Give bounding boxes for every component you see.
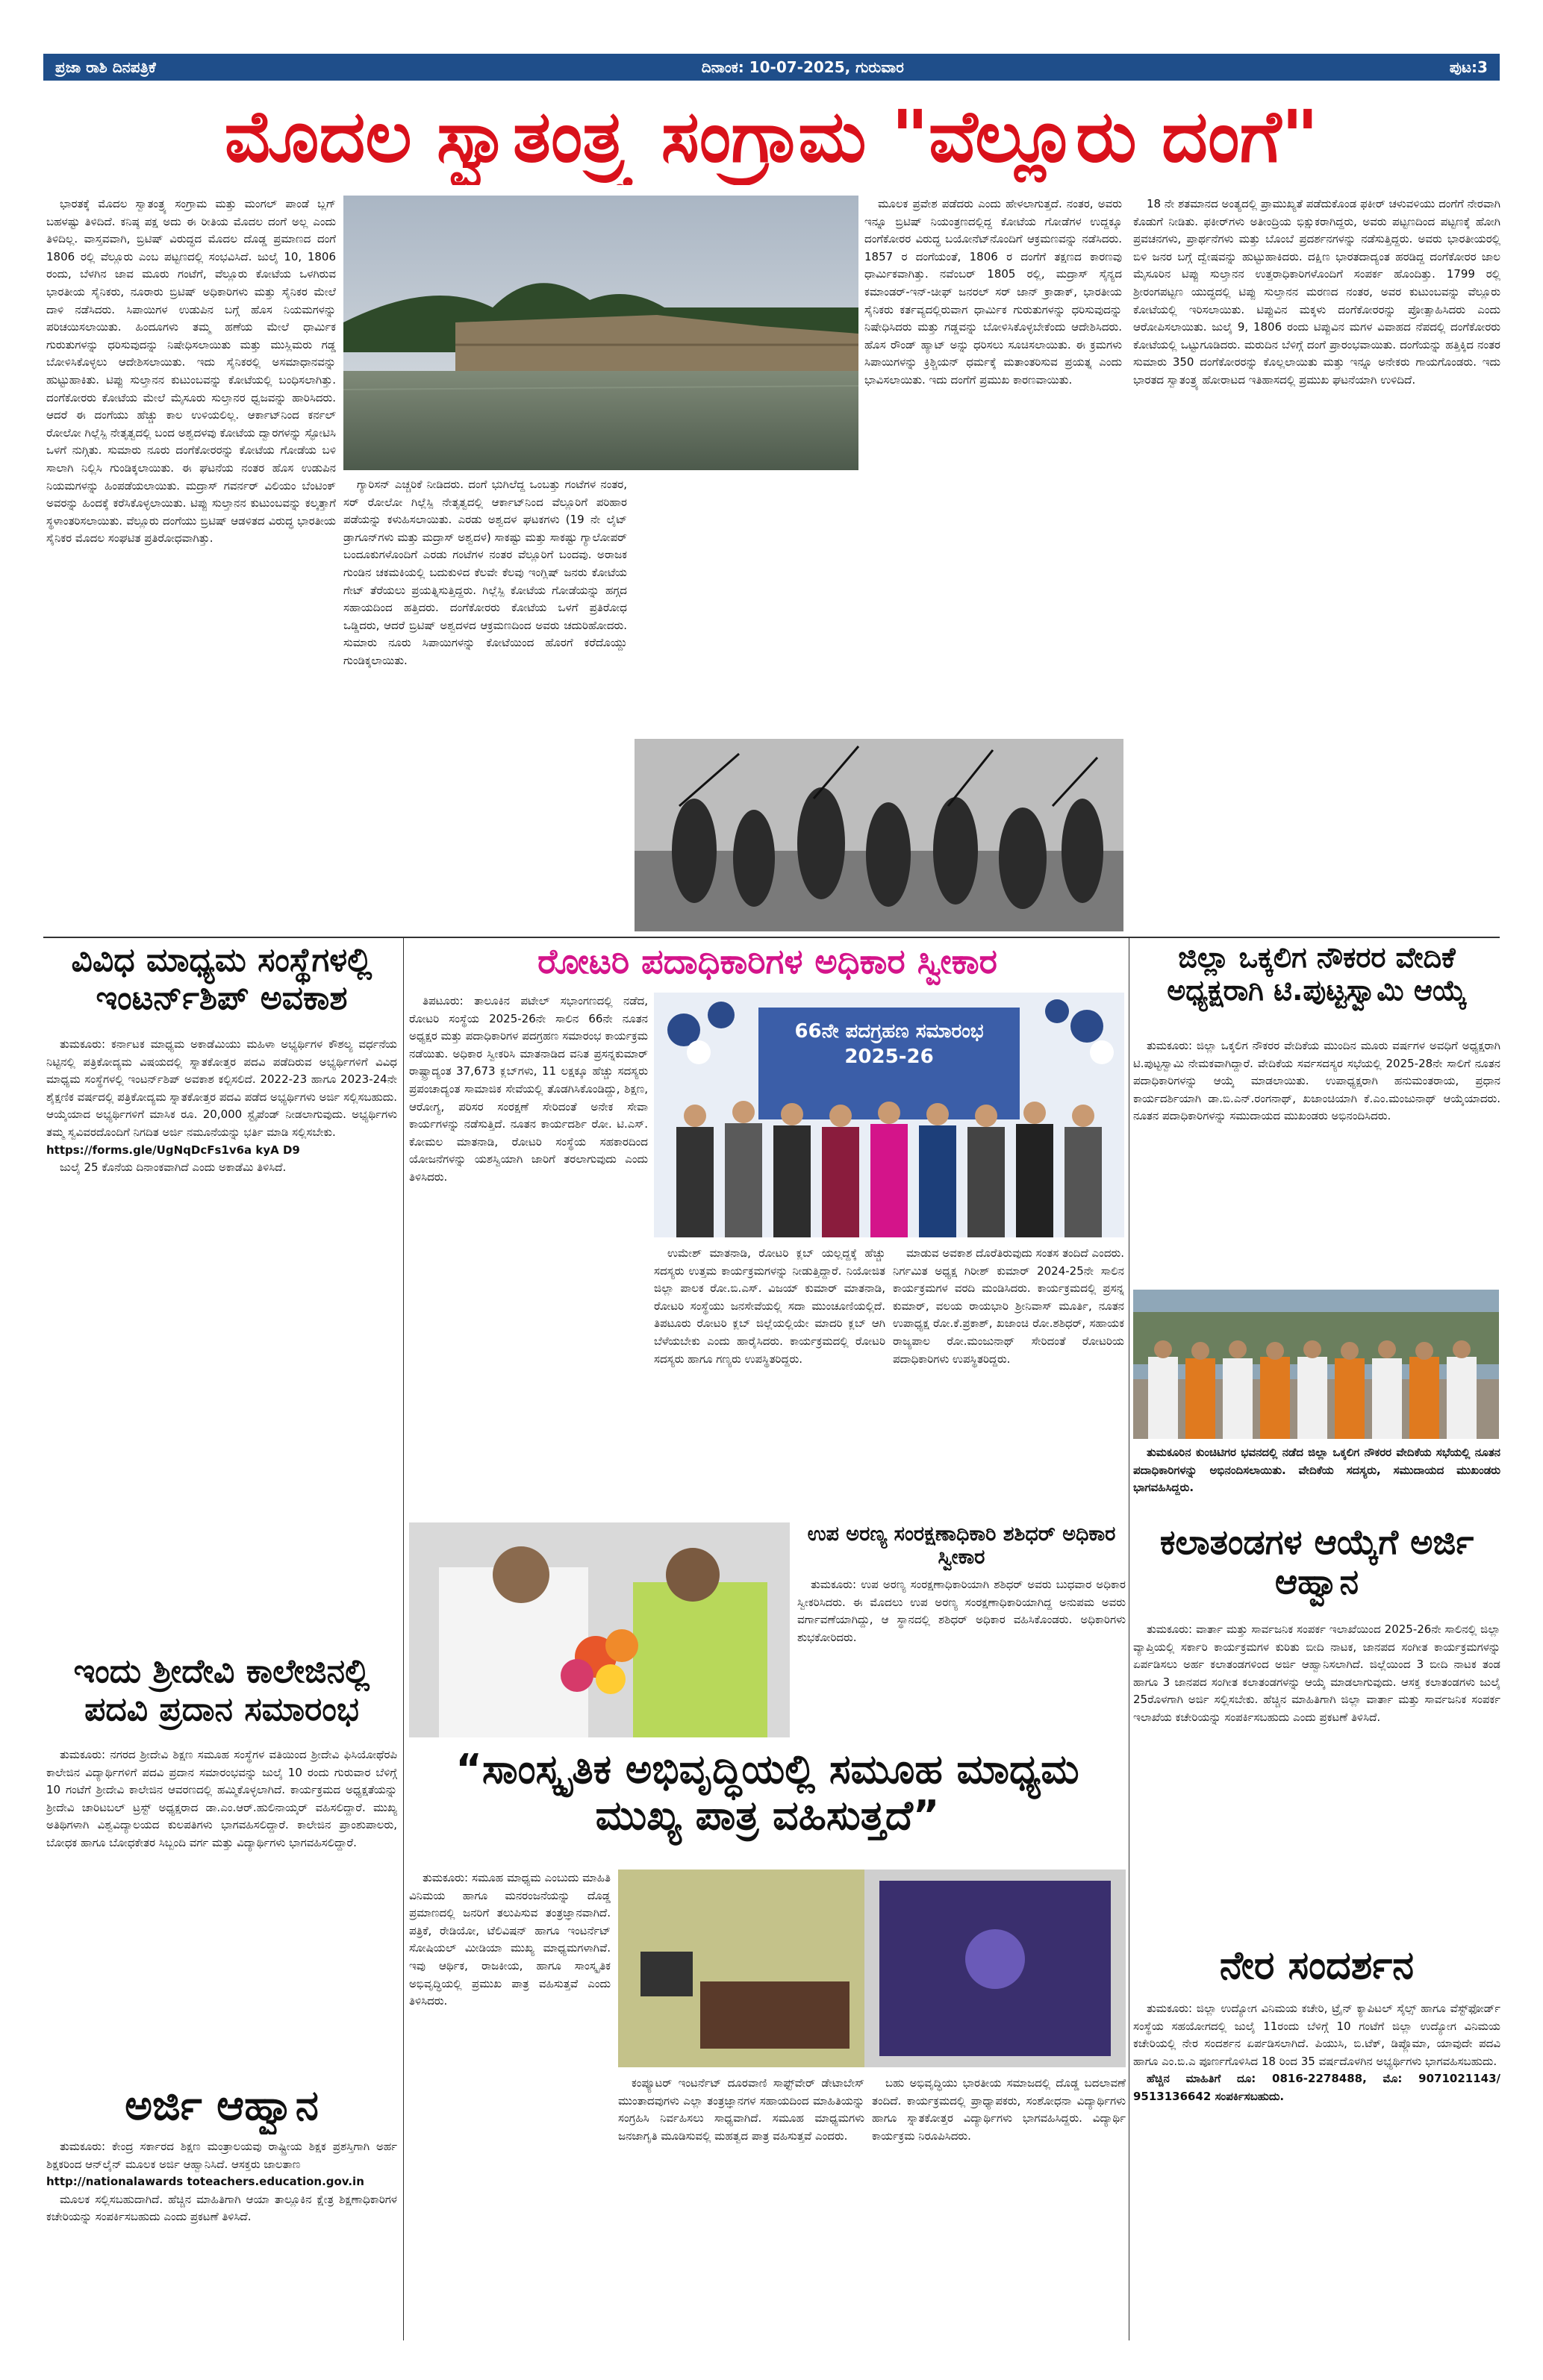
rotary-col-1-text: ತಿಪಟೂರು: ತಾಲೂಕಿನ ಪಟೇಲ್ ಸಭಾಂಗಣದಲ್ಲಿ ನಡೆದ, ರೋಟರಿ ಸಂಸ್ಥೆಯ 2025-26ನೇ ಸಾಲಿನ 66ನೇ ನೂತನ ಅಧ್ಯಕ್ಷರ ಮತ್ತು ಪದಾಧಿಕಾರಿಗಳ ಪದಗ್ರಹಣ ಸಮಾರಂಭ ಕಾರ್ಯಕ್ರಮ ನಡೆಯಿತು. ಅಧಿಕಾರ ಸ್ವೀಕರಿಸಿ ಮಾತನಾಡಿದ ವನಿತ ಪ್ರಸನ್ನಕುಮಾರ್ ರಾಷ್ಟ್ರಾದ್ಯಂತ 37,673 ಕ್ಲಬ್‌ಗಳು, 11 ಲಕ್ಷಕ್ಕೂ ಹೆಚ್ಚು ಸದಸ್ಯರು ಪ್ರಪಂಚಾದ್ಯಂತ ಸಾಮಾಜಿಕ ಸೇವೆಯಲ್ಲಿ ತೊಡಗಿಸಿಕೊಂಡಿದ್ದು, ಶಿಕ್ಷಣ, ಆರೋಗ್ಯ, ಪರಿಸರ ಸಂರಕ್ಷಣೆ ಸೇರಿದಂತೆ ಅನೇಕ ಸೇವಾ ಕಾರ್ಯಗಳನ್ನು ನಡೆಸುತ್ತಿದೆ. ನೂತನ ಕಾರ್ಯದರ್ಶಿ ರೋ. ಟಿ.ಎಸ್. ಕೋಮಲ ಮಾತನಾಡಿ, ರೋಟರಿ ಸಂಸ್ಥೆಯ ಸಹಕಾರದಿಂದ ಯೋಜನೆಗಳನ್ನು ಯಶಸ್ವಿಯಾಗಿ ಜಾರಿಗೆ ತರಲಾಗುವುದು ಎಂದು ತಿಳಿಸಿದರು. xyxy=(409,994,648,1184)
fort-photo xyxy=(343,196,858,470)
okkaliga-caption-text: ತುಮಕೂರಿನ ಕುಂಚಿಟಿಗರ ಭವನದಲ್ಲಿ ನಡೆದ ಜಿಲ್ಲಾ ಒಕ್ಕಲಿಗ ನೌಕರರ ವೇದಿಕೆಯ ಸಭೆಯಲ್ಲಿ ನೂತನ ಪದಾಧಿಕಾರಿಗಳನ್ನು ಅಭಿನಂದಿಸಲಾಯಿತು. ವೇದಿಕೆಯ ಸದಸ್ಯರು, ಸಮುದಾಯದ ಮುಖಂಡರು ಭಾಗವಹಿಸಿದ್ದರು. xyxy=(1133,1446,1500,1495)
rotary-col-2-text: ಉಮೇಶ್ ಮಾತನಾಡಿ, ರೋಟರಿ ಕ್ಲಬ್ ಯಲ್ಲದ್ದಕ್ಕೆ ಹೆಚ್ಚು ಸದಸ್ಯರು ಉತ್ತಮ ಕಾರ್ಯಕ್ರಮಗಳನ್ನು ನೀಡುತ್ತಿದ್ದಾರೆ. ನಿಯೋಜಿತ ಜಿಲ್ಲಾ ಪಾಲಕ ರೋ.ಬಿ.ಎಸ್. ವಿಜಯ್ ಕುಮಾರ್ ಮಾತನಾಡಿ, ರೋಟರಿ ಸಂಸ್ಥೆಯು ಜನಸೇವೆಯಲ್ಲಿ ಸದಾ ಮುಂಚೂಣಿಯಲ್ಲಿದೆ. ತಿಪಟೂರು ರೋಟರಿ ಕ್ಲಬ್ ಜಿಲ್ಲೆಯಲ್ಲಿಯೇ ಮಾದರಿ ಕ್ಲಬ್ ಆಗಿ ಬೆಳೆಯಬೇಕು ಎಂದು ಹಾರೈಸಿದರು. ಕಾರ್ಯಕ್ರಮದಲ್ಲಿ ರೋಟರಿ ಸದಸ್ಯರು ಹಾಗೂ ಗಣ್ಯರು ಉಪಸ್ಥಿತರಿದ್ದರು. xyxy=(654,1246,885,1366)
internship-form-link[interactable]: https://forms.gle/UgNqDcFs1v6a kyA D9 xyxy=(46,1143,300,1157)
vellore-col-1 xyxy=(46,196,336,931)
arji-title: ಅರ್ಜಿ ಆಹ್ವಾನ xyxy=(125,2082,319,2130)
vellore-col-3 xyxy=(864,196,1122,733)
rotary-col-1 xyxy=(409,993,648,1519)
sridevi-body-text: ತುಮಕೂರು: ನಗರದ ಶ್ರೀದೇವಿ ಶಿಕ್ಷಣ ಸಮೂಹ ಸಂಸ್ಥೆಗಳ ವತಿಯಿಂದ ಶ್ರೀದೇವಿ ಫಿಸಿಯೋಥೆರಪಿ ಕಾಲೇಜಿನ ವಿದ್ಯಾರ್ಥಿಗಳಿಗೆ ಪದವಿ ಪ್ರದಾನ ಸಮಾರಂಭವನ್ನು ಜುಲೈ 10 ರಂದು ಗುರುವಾರ ಬೆಳಿಗ್ಗೆ 10 ಗಂಟೆಗೆ ಶ್ರೀದೇವಿ ಕಾಲೇಜಿನ ಆವರಣದಲ್ಲಿ ಹಮ್ಮಿಕೊಳ್ಳಲಾಗಿದೆ. ಕಾರ್ಯಕ್ರಮದ ಅಧ್ಯಕ್ಷತೆಯನ್ನು ಶ್ರೀದೇವಿ ಚಾರಿಟಬಲ್ ಟ್ರಸ್ಟ್ ಅಧ್ಯಕ್ಷರಾದ ಡಾ.ಎಂ.ಆರ್.ಹುಲಿನಾಯ್ಕರ್ ವಹಿಸಲಿದ್ದಾರೆ. ಮುಖ್ಯ ಅತಿಥಿಗಳಾಗಿ ವಿಶ್ವವಿದ್ಯಾಲಯದ ಕುಲಪತಿಗಳು ಭಾಗವಹಿಸಲಿದ್ದಾರೆ. ಕಾಲೇಜಿನ ಪ್ರಾಂಶುಪಾಲರು, ಬೋಧಕ ಹಾಗೂ ಬೋಧಕೇತರ ಸಿಬ್ಬಂದಿ ವರ್ಗ ಮತ್ತು ವಿದ್ಯಾರ್ಥಿಗಳು ಭಾಗವಹಿಸಲಿದ್ದಾರೆ. xyxy=(46,1748,397,1849)
header-bar xyxy=(43,54,1500,81)
sashidhar-title: ಉಪ ಅರಣ್ಯ ಸಂರಕ್ಷಣಾಧಿಕಾರಿ ಶಶಿಧರ್ ಅಧಿಕಾರ ಸ್ವೀಕಾರ xyxy=(807,1522,1116,1570)
vellore-col-2-text: ಗ್ಯಾರಿಸನ್ ಎಚ್ಚರಿಕೆ ನೀಡಿದರು. ದಂಗೆ ಭುಗಿಲೆದ್ದ ಒಂಬತ್ತು ಗಂಟೆಗಳ ನಂತರ, ಸರ್ ರೋಲೋ ಗಿಲ್ಲೆಸ್ಪಿ ನೇತೃತ್ವದಲ್ಲಿ ಆರ್ಕಾಟ್‌ನಿಂದ ವೆಲ್ಲೂರಿಗೆ ಪರಿಹಾರ ಪಡೆಯನ್ನು ಕಳುಹಿಸಲಾಯಿತು. ಎರಡು ಅಶ್ವದಳ ಘಟಕಗಳು (19 ನೇ ಲೈಟ್ ಡ್ರಾಗೂನ್‌ಗಳು ಮತ್ತು ಮದ್ರಾಸ್ ಅಶ್ವದಳ) ಸಾಕಷ್ಟು ಮತ್ತು ಸಾಕಷ್ಟು ಗ್ಯಾಲೋಪರ್ ಬಂದೂಕುಗಳೊಂದಿಗೆ ಎರಡು ಗಂಟೆಗಳ ನಂತರ ವೆಲ್ಲೂರಿಗೆ ಬಂದವು. ಅರಾಜಕ ಗುಂಡಿನ ಚಕಮಕಿಯಲ್ಲಿ ಬದುಕುಳಿದ ಕೆಲವೇ ಕೆಲವು ಇಂಗ್ಲಿಷ್ ಜನರು ಕೋಟೆಯ ಗೇಟ್ ತೆರೆಯಲು ಪ್ರಯತ್ನಿಸುತ್ತಿದ್ದರು. ಗಿಲ್ಲೆಸ್ಪಿ ಕೋಟೆಯ ಗೋಡೆಯನ್ನು ಹಗ್ಗದ ಸಹಾಯದಿಂದ ಹತ್ತಿದರು. ದಂಗೆಕೋರರು ಕೋಟೆಯ ಒಳಗೆ ಪ್ರತಿರೋಧ ಒಡ್ಡಿದರು, ಆದರೆ ಬ್ರಿಟಿಷ್ ಅಶ್ವದಳದ ಆಕ್ರಮಣದಿಂದ ಅವರು ಚದುರಿಹೋದರು. ಸುಮಾರು ನೂರು ಸಿಪಾಯಿಗಳನ್ನು ಕೋಟೆಯಿಂದ ಹೊರಗೆ ಕರೆದೊಯ್ದು ಗುಂಡಿಕ್ಕಲಾಯಿತು. xyxy=(343,478,627,667)
vellore-col-3-text: ಮೂಲಕ ಪ್ರವೇಶ ಪಡೆದರು ಎಂದು ಹೇಳಲಾಗುತ್ತದೆ. ನಂತರ, ಅವರು ಇನ್ನೂ ಬ್ರಿಟಿಷ್ ನಿಯಂತ್ರಣದಲ್ಲಿದ್ದ ಕೋಟೆಯ ಗೋಡೆಗಳ ಉದ್ದಕ್ಕೂ ದಂಗೆಕೋರರ ವಿರುದ್ಧ ಬಯೋನೆಟ್‌ನೊಂದಿಗೆ ಆಕ್ರಮಣವನ್ನು ನಡೆಸಿದರು. 1857 ರ ದಂಗೆಯಂತೆ, 1806 ರ ದಂಗೆಗೆ ತಕ್ಷಣದ ಕಾರಣವು ಧಾರ್ಮಿಕವಾಗಿತ್ತು. ನವೆಂಬರ್ 1805 ರಲ್ಲಿ, ಮದ್ರಾಸ್ ಸೈನ್ಯದ ಕಮಾಂಡರ್-ಇನ್-ಚೀಫ್ ಜನರಲ್ ಸರ್ ಜಾನ್ ಕ್ರಾಡಾಕ್, ಭಾರತೀಯ ಸೈನಿಕರು ಕರ್ತವ್ಯದಲ್ಲಿರುವಾಗ ಧಾರ್ಮಿಕ ಗುರುತುಗಳನ್ನು ಧರಿಸುವುದನ್ನು ನಿಷೇಧಿಸಿದರು ಮತ್ತು ಗಡ್ಡವನ್ನು ಬೋಳಿಸಿಕೊಳ್ಳಬೇಕೆಂದು ಆದೇಶಿಸಿದರು. ಹೊಸ ರೌಂಡ್ ಹ್ಯಾಟ್ ಅನ್ನು ಧರಿಸಲು ಸೂಚಿಸಲಾಯಿತು. ಈ ಕ್ರಮಗಳು ಸಿಪಾಯಿಗಳನ್ನು ಕ್ರಿಶ್ಚಿಯನ್ ಧರ್ಮಕ್ಕೆ ಮತಾಂತರಿಸುವ ಪ್ರಯತ್ನ ಎಂದು ಭಾವಿಸಲಾಯಿತು. ಇದು ದಂಗೆಗೆ ಪ್ರಮುಖ ಕಾರಣವಾಯಿತು. xyxy=(864,197,1122,387)
rotary-title: ರೋಟರಿ ಪದಾಧಿಕಾರಿಗಳ ಅಧಿಕಾರ ಸ್ವೀಕಾರ xyxy=(537,942,997,981)
sridevi-title: ಇಂದು ಶ್ರೀದೇವಿ ಕಾಲೇಜಿನಲ್ಲಿ ಪದವಿ ಪ್ರದಾನ ಸಮಾರಂಭ xyxy=(73,1653,370,1728)
rule-3 xyxy=(43,937,1500,938)
arji-body-text: ತುಮಕೂರು: ಕೇಂದ್ರ ಸರ್ಕಾರದ ಶಿಕ್ಷಣ ಮಂತ್ರಾಲಯವು ರಾಷ್ಟ್ರೀಯ ಶಿಕ್ಷಕ ಪ್ರಶಸ್ತಿಗಾಗಿ ಅರ್ಹ ಶಿಕ್ಷಕರಿಂದ ಆನ್‌ಲೈನ್ ಮೂಲಕ ಅರ್ಜಿ ಆಹ್ವಾನಿಸಿದೆ. ಆಸಕ್ತರು ಜಾಲತಾಣ xyxy=(46,2140,397,2171)
main-headline: ಮೊದಲ ಸ್ವಾತಂತ್ರ್ಯ ಸಂಗ್ರಾಮ "ವೆಲ್ಲೂರು ದಂಗೆ" xyxy=(224,95,1319,178)
bouquet-photo xyxy=(409,1522,790,1737)
paper-name: ಪ್ರಜಾ ರಾಶಿ ದಿನಪತ್ರಿಕೆ xyxy=(55,58,156,76)
neera-body xyxy=(1133,2000,1500,2340)
seminar-photo xyxy=(618,1870,1126,2067)
samskrutika-col-3 xyxy=(872,2075,1126,2340)
samskrutika-col-2 xyxy=(618,2075,864,2340)
internship-body xyxy=(46,1036,397,1588)
okkaliga-body-text: ತುಮಕೂರು: ಜಿಲ್ಲಾ ಒಕ್ಕಲಿಗ ನೌಕರರ ವೇದಿಕೆಯ ಮುಂದಿನ ಮೂರು ವರ್ಷಗಳ ಅವಧಿಗೆ ಅಧ್ಯಕ್ಷರಾಗಿ ಟಿ.ಪುಟ್ಟಸ್ವಾಮಿ ನೇಮಕವಾಗಿದ್ದಾರೆ. ವೇದಿಕೆಯ ಸರ್ವಸದಸ್ಯರ ಸಭೆಯಲ್ಲಿ 2025-28ನೇ ಸಾಲಿಗೆ ನೂತನ ಪದಾಧಿಕಾರಿಗಳನ್ನು ಆಯ್ಕೆ ಮಾಡಲಾಯಿತು. ಉಪಾಧ್ಯಕ್ಷರಾಗಿ ಹನುಮಂತರಾಯ, ಪ್ರಧಾನ ಕಾರ್ಯದರ್ಶಿಯಾಗಿ ಡಾ.ಬಿ.ಎನ್.ರಂಗನಾಥ್, ಖಜಾಂಚಿಯಾಗಿ ಕೆ.ಎಂ.ಮಂಜುನಾಥ್ ಆಯ್ಕೆಯಾದರು. ನೂತನ ಪದಾಧಿಕಾರಿಗಳನ್ನು ಸಮುದಾಯದ ಮುಖಂಡರು ಅಭಿನಂದಿಸಿದರು. xyxy=(1133,1039,1500,1123)
art-title: ಕಲಾತಂಡಗಳ ಆಯ್ಕೆಗೆ ಅರ್ಜಿ ಆಹ್ವಾನ xyxy=(1159,1522,1474,1602)
okkaliga-group-photo xyxy=(1133,1290,1499,1439)
vellore-col-2 xyxy=(343,476,627,931)
rotary-banner-text: 66ನೇ ಪದಗ್ರಹಣ ಸಮಾರಂಭ 2025-26 xyxy=(794,1020,984,1068)
samskrutika-col-1-text: ತುಮಕೂರು: ಸಮೂಹ ಮಾಧ್ಯಮ ಎಂಬುದು ಮಾಹಿತಿ ವಿನಿಮಯ ಹಾಗೂ ಮನರಂಜನೆಯನ್ನು ದೊಡ್ಡ ಪ್ರಮಾಣದಲ್ಲಿ ಜನರಿಗೆ ತಲುಪಿಸುವ ತಂತ್ರಜ್ಞಾನವಾಗಿದೆ. ಪತ್ರಿಕೆ, ರೇಡಿಯೋ, ಟೆಲಿವಿಷನ್ ಹಾಗೂ ಇಂಟರ್ನೆಟ್ ಸೋಷಿಯಲ್ ಮೀಡಿಯಾ ಮುಖ್ಯ ಮಾಧ್ಯಮಗಳಾಗಿವೆ. ಇವು ಆರ್ಥಿಕ, ರಾಜಕೀಯ, ಹಾಗೂ ಸಾಂಸ್ಕೃತಿಕ ಅಭಿವೃದ್ಧಿಯಲ್ಲಿ ಪ್ರಮುಖ ಪಾತ್ರ ವಹಿಸುತ್ತವೆ ಎಂದು ತಿಳಿಸಿದರು. xyxy=(409,1871,611,2008)
internship-body-text: ತುಮಕೂರು: ಕರ್ನಾಟಕ ಮಾಧ್ಯಮ ಅಕಾಡೆಮಿಯು ಮಹಿಳಾ ಅಭ್ಯರ್ಥಿಗಳ ಕೌಶಲ್ಯ ವರ್ಧನೆಯ ನಿಟ್ಟಿನಲ್ಲಿ ಪತ್ರಿಕೋದ್ಯಮ ವಿಷಯದಲ್ಲಿ ಸ್ನಾತಕೋತ್ತರ ಪದವಿ ಪಡೆದಿರುವ ಅಭ್ಯರ್ಥಿಗಳಿಗೆ ವಿವಿಧ ಮಾಧ್ಯಮ ಸಂಸ್ಥೆಗಳಲ್ಲಿ ಇಂಟರ್ನ್‌ಶಿಪ್ ಅವಕಾಶ ಕಲ್ಪಿಸಲಿದೆ. 2022-23 ಹಾಗೂ 2023-24ನೇ ಶೈಕ್ಷಣಿಕ ವರ್ಷದಲ್ಲಿ ಪತ್ರಿಕೋದ್ಯಮ ಸ್ನಾತಕೋತ್ತರ ಪದವಿ ಪಡೆದ ಅಭ್ಯರ್ಥಿಗಳು ಅರ್ಜಿ ಸಲ್ಲಿಸಬಹುದು. ಆಯ್ಕೆಯಾದ ಅಭ್ಯರ್ಥಿಗಳಿಗೆ ಮಾಸಿಕ ರೂ. 20,000 ಸ್ಟೈಪೆಂಡ್ ನೀಡಲಾಗುವುದು. ಅಭ್ಯರ್ಥಿಗಳು ತಮ್ಮ ಸ್ವವಿವರದೊಂದಿಗೆ ನಿಗದಿತ ಅರ್ಜಿ ನಮೂನೆಯನ್ನು ಭರ್ತಿ ಮಾಡಿ ಸಲ್ಲಿಸಬೇಕು. xyxy=(46,1037,397,1139)
rotary-col-2 xyxy=(654,1245,885,1519)
internship-title: ವಿವಿಧ ಮಾಧ್ಯಮ ಸಂಸ್ಥೆಗಳಲ್ಲಿ ಇಂಟರ್ನ್‌ಶಿಪ್ ಅವಕಾಶ xyxy=(71,942,372,1017)
art-body-text: ತುಮಕೂರು: ವಾರ್ತಾ ಮತ್ತು ಸಾರ್ವಜನಿಕ ಸಂಪರ್ಕ ಇಲಾಖೆಯಿಂದ 2025-26ನೇ ಸಾಲಿನಲ್ಲಿ ಜಿಲ್ಲಾ ವ್ಯಾಪ್ತಿಯಲ್ಲಿ ಸರ್ಕಾರಿ ಕಾರ್ಯಕ್ರಮಗಳ ಕುರಿತು ಬೀದಿ ನಾಟಕ, ಜಾನಪದ ಸಂಗೀತ ಕಾರ್ಯಕ್ರಮಗಳನ್ನು ಏರ್ಪಡಿಸಲು ಅರ್ಹ ಕಲಾತಂಡಗಳಿಂದ ಅರ್ಜಿ ಆಹ್ವಾನಿಸಲಾಗಿದೆ. ಜಿಲ್ಲೆಯಿಂದ 3 ಬೀದಿ ನಾಟಕ ತಂಡ ಹಾಗೂ 3 ಜಾನಪದ ಸಂಗೀತ ಕಲಾತಂಡಗಳನ್ನು ಆಯ್ಕೆ ಮಾಡಲಾಗುವುದು. ಆಸಕ್ತ ಕಲಾತಂಡಗಳು ಜುಲೈ 25ರೊಳಗಾಗಿ ಅರ್ಜಿ ಸಲ್ಲಿಸಬೇಕು. ಹೆಚ್ಚಿನ ಮಾಹಿತಿಗಾಗಿ ಜಿಲ್ಲಾ ವಾರ್ತಾ ಮತ್ತು ಸಾರ್ವಜನಿಕ ಸಂಪರ್ಕ ಇಲಾಖೆಯ ಕಚೇರಿಯನ್ನು ಸಂಪರ್ಕಿಸಬಹುದು ಎಂದು ಪ್ರಕಟಣೆ ತಿಳಿಸಿದೆ. xyxy=(1133,1622,1500,1724)
sridevi-body xyxy=(46,1746,397,2075)
neera-title: ನೇರ ಸಂದರ್ಶನ xyxy=(1219,1944,1415,1988)
vellore-col-1-text: ಭಾರತಕ್ಕೆ ಮೊದಲ ಸ್ವಾತಂತ್ರ್ಯ ಸಂಗ್ರಾಮ ಮತ್ತು ಮಂಗಲ್ ಪಾಂಡೆ ಬ್ಲಗ್ ಬಹಳಷ್ಟು ತಿಳಿದಿದೆ. ಕನಿಷ್ಠ ಪಕ್ಷ ಅದು ಈ ರೀತಿಯ ಮೊದಲ ದಂಗೆ ಅಲ್ಲ ಎಂದು ತಿಳಿದಿಲ್ಲ. ವಾಸ್ತವವಾಗಿ, ಬ್ರಿಟಿಷ್ ವಿರುದ್ಧದ ಮೊದಲ ದೊಡ್ಡ ಪ್ರಮಾಣದ ದಂಗೆ 1806 ರಲ್ಲಿ ವೆಲ್ಲೂರು ಎಂಬ ಪಟ್ಟಣದಲ್ಲಿ ಸಂಭವಿಸಿದೆ. ಜುಲೈ 10, 1806 ರಂದು, ಬೆಳಗಿನ ಜಾವ ಮೂರು ಗಂಟೆಗೆ, ವೆಲ್ಲೂರು ಕೋಟೆಯ ಒಳಗಿರುವ ಭಾರತೀಯ ಸೈನಿಕರು, ನೂರಾರು ಬ್ರಿಟಿಷ್ ಅಧಿಕಾರಿಗಳು ಮತ್ತು ಸೈನಿಕರ ಮೇಲೆ ದಾಳಿ ನಡೆಸಿದರು. ಸಿಪಾಯಿಗಳ ಉಡುಪಿನ ಬಗ್ಗೆ ಹೊಸ ನಿಯಮಗಳನ್ನು ಪರಿಚಯಿಸಲಾಯಿತು. ಹಿಂದೂಗಳು ತಮ್ಮ ಹಣೆಯ ಮೇಲೆ ಧಾರ್ಮಿಕ ಗುರುತುಗಳನ್ನು ಧರಿಸುವುದನ್ನು ನಿಷೇಧಿಸಲಾಯಿತು ಮತ್ತು ಮುಸ್ಲಿಮರು ಗಡ್ಡ ಬೋಳಿಸಿಕೊಳ್ಳಲು ಆದೇಶಿಸಲಾಯಿತು. ಇದು ಸೈನಿಕರಲ್ಲಿ ಅಸಮಾಧಾನವನ್ನು ಹುಟ್ಟುಹಾಕಿತು. ಟಿಪ್ಪು ಸುಲ್ತಾನನ ಕುಟುಂಬವನ್ನು ಕೋಟೆಯಲ್ಲಿ ಬಂಧಿಸಲಾಗಿತ್ತು. ದಂಗೆಕೋರರು ಕೋಟೆಯ ಮೇಲೆ ಮೈಸೂರು ಸುಲ್ತಾನರ ಧ್ವಜವನ್ನು ಹಾರಿಸಿದರು. ಆದರೆ ಈ ದಂಗೆಯು ಹೆಚ್ಚು ಕಾಲ ಉಳಿಯಲಿಲ್ಲ. ಆರ್ಕಾಟ್‌ನಿಂದ ಕರ್ನಲ್ ರೋಲೋ ಗಿಲ್ಲೆಸ್ಪಿ ನೇತೃತ್ವದಲ್ಲಿ ಬಂದ ಅಶ್ವದಳವು ಕೋಟೆಯ ದ್ವಾರಗಳನ್ನು ಸ್ಫೋಟಿಸಿ ಒಳಗೆ ನುಗ್ಗಿತು. ಸುಮಾರು ನೂರು ದಂಗೆಕೋರರನ್ನು ಕೋಟೆಯ ಗೋಡೆಯ ಬಳಿ ಸಾಲಾಗಿ ನಿಲ್ಲಿಸಿ ಗುಂಡಿಕ್ಕಲಾಯಿತು. ಈ ಘಟನೆಯ ನಂತರ ಹೊಸ ಉಡುಪಿನ ನಿಯಮಗಳನ್ನು ಹಿಂಪಡೆಯಲಾಯಿತು. ಮದ್ರಾಸ್ ಗವರ್ನರ್ ವಿಲಿಯಂ ಬೆಂಟಿಂಕ್ ಅವರನ್ನು ಹಿಂದಕ್ಕೆ ಕರೆಸಿಕೊಳ್ಳಲಾಯಿತು. ಟಿಪ್ಪು ಸುಲ್ತಾನನ ಕುಟುಂಬವನ್ನು ಕಲ್ಕತ್ತಾಗೆ ಸ್ಥಳಾಂತರಿಸಲಾಯಿತು. ವೆಲ್ಲೂರು ದಂಗೆಯು ಬ್ರಿಟಿಷ್ ಆಡಳಿತದ ವಿರುದ್ಧ ಭಾರತೀಯ ಸೈನಿಕರ ಮೊದಲ ಸಂಘಟಿತ ಪ್ರತಿರೋಧವಾಗಿತ್ತು. xyxy=(46,197,336,546)
rotary-group-photo xyxy=(654,993,1124,1237)
rotary-col-3-text: ಮಾಡುವ ಅವಕಾಶ ದೊರೆತಿರುವುದು ಸಂತಸ ತಂದಿದೆ ಎಂದರು. ನಿರ್ಗಮಿತ ಅಧ್ಯಕ್ಷ ಗಿರೀಶ್ ಕುಮಾರ್ 2024-25ನೇ ಸಾಲಿನ ಕಾರ್ಯಕ್ರಮಗಳ ವರದಿ ಮಂಡಿಸಿದರು. ಕಾರ್ಯಕ್ರಮದಲ್ಲಿ ಪ್ರಸನ್ನ ಕುಮಾರ್, ವಲಯ ರಾಯಭಾರಿ ಶ್ರೀನಿವಾಸ್ ಮೂರ್ತಿ, ನೂತನ ಉಪಾಧ್ಯಕ್ಷ ರೋ.ಕೆ.ಪ್ರಕಾಶ್, ಖಜಾಂಚಿ ರೋ.ಶಶಿಧರ್, ಸಹಾಯಕ ರಾಜ್ಯಪಾಲ ರೋ.ಮಂಜುನಾಥ್ ಸೇರಿದಂತೆ ರೋಟರಿಯ ಪದಾಧಿಕಾರಿಗಳು ಉಪಸ್ಥಿತರಿದ್ದರು. xyxy=(893,1246,1124,1366)
samskrutika-col-2-text: ಕಂಪ್ಯೂಟರ್ ಇಂಟರ್ನೆಟ್ ದೂರವಾಣಿ ಸಾಫ್ಟ್‌ವೇರ್ ಡೇಟಾಬೇಸ್ ಮುಂತಾದವುಗಳು ಎಲ್ಲಾ ತಂತ್ರಜ್ಞಾನಗಳ ಸಹಾಯದಿಂದ ಮಾಹಿತಿಯನ್ನು ಸಂಗ್ರಹಿಸಿ ನಿರ್ವಹಿಸಲು ಸಾಧ್ಯವಾಗಿದೆ. ಸಮೂಹ ಮಾಧ್ಯಮಗಳು ಜನಜಾಗೃತಿ ಮೂಡಿಸುವಲ್ಲಿ ಮಹತ್ವದ ಪಾತ್ರ ವಹಿಸುತ್ತವೆ ಎಂದರು. xyxy=(618,2076,864,2143)
vellore-col-4 xyxy=(1133,196,1500,931)
battle-illustration xyxy=(635,739,1123,931)
rotary-col-3 xyxy=(893,1245,1124,1519)
art-body xyxy=(1133,1621,1500,1938)
sashidhar-body xyxy=(797,1576,1126,1737)
internship-footer-text: ಜುಲೈ 25 ಕೊನೆಯ ದಿನಾಂಕವಾಗಿದೆ ಎಂದು ಅಕಾಡೆಮಿ ತಿಳಿಸಿದೆ. xyxy=(60,1161,287,1175)
samskrutika-col-3-text: ಬಹು ಅಭಿವೃದ್ಧಿಯು ಭಾರತೀಯ ಸಮಾಜದಲ್ಲಿ ದೊಡ್ಡ ಬದಲಾವಣೆ ತಂದಿದೆ. ಕಾರ್ಯಕ್ರಮದಲ್ಲಿ ಪ್ರಾಧ್ಯಾಪಕರು, ಸಂಶೋಧನಾ ವಿದ್ಯಾರ್ಥಿಗಳು ಹಾಗೂ ಸ್ನಾತಕೋತ್ತರ ವಿದ್ಯಾರ್ಥಿಗಳು ಭಾಗವಹಿಸಿದ್ದರು. ವಿದ್ಯಾರ್ಥಿ ಕಾರ್ಯಕ್ರಮ ನಿರೂಪಿಸಿದರು. xyxy=(872,2076,1126,2143)
samskrutika-title: “ಸಾಂಸ್ಕೃತಿಕ ಅಭಿವೃದ್ಧಿಯಲ್ಲಿ ಸಮೂಹ ಮಾಧ್ಯಮ ಮುಖ್ಯ ಪಾತ್ರ ವಹಿಸುತ್ತದೆ” xyxy=(455,1746,1079,1840)
neera-contact: ಹೆಚ್ಚಿನ ಮಾಹಿತಿಗೆ ದೂ: 0816-2278488, ಮೊ: 9071021143/ 9513136642 ಸಂಪರ್ಕಿಸಬಹುದು. xyxy=(1133,2072,1500,2103)
page-number: ಪುಟ:3 xyxy=(1449,58,1488,76)
okkaliga-body xyxy=(1133,1037,1500,1284)
sashidhar-body-text: ತುಮಕೂರು: ಉಪ ಅರಣ್ಯ ಸಂರಕ್ಷಣಾಧಿಕಾರಿಯಾಗಿ ಶಶಿಧರ್ ಅವರು ಬುಧವಾರ ಅಧಿಕಾರ ಸ್ವೀಕರಿಸಿದರು. ಈ ಮೊದಲು ಉಪ ಅರಣ್ಯ ಸಂರಕ್ಷಣಾಧಿಕಾರಿಯಾಗಿದ್ದ ಅನುಪಮ ಅವರು ವರ್ಗಾವಣೆಯಾಗಿದ್ದು, ಆ ಸ್ಥಾನದಲ್ಲಿ ಶಶಿಧರ್ ಅಧಿಕಾರ ವಹಿಸಿಕೊಂಡರು. ಅಧಿಕಾರಿಗಳು ಶುಭಕೋರಿದರು. xyxy=(797,1578,1126,1644)
rule-1 xyxy=(403,937,404,2340)
arji-link[interactable]: http://nationalawards toteachers.education.gov.in xyxy=(46,2175,364,2189)
date-line: ದಿನಾಂಕ: 10-07-2025, ಗುರುವಾರ xyxy=(701,58,904,76)
arji-body xyxy=(46,2138,397,2340)
samskrutika-col-1 xyxy=(409,1870,611,2340)
okkaliga-title: ಜಿಲ್ಲಾ ಒಕ್ಕಲಿಗ ನೌಕರರ ವೇದಿಕೆ ಅಧ್ಯಕ್ಷರಾಗಿ ಟಿ.ಪುಟ್ಟಸ್ವಾಮಿ ಆಯ್ಕೆ xyxy=(1167,942,1467,1007)
neera-body-text: ತುಮಕೂರು: ಜಿಲ್ಲಾ ಉದ್ಯೋಗ ವಿನಿಮಯ ಕಚೇರಿ, ಟ್ರೈನ್ ಕ್ಯಾಪಿಟಲ್ ಸೈಲ್ಸ್ ಹಾಗೂ ವೆಸ್ಟ್‌ಫೋರ್ಡ್ ಸಂಸ್ಥೆಯ ಸಹಯೋಗದಲ್ಲಿ ಜುಲೈ 11ರಂದು ಬೆಳಿಗ್ಗೆ 10 ಗಂಟೆಗೆ ಜಿಲ್ಲಾ ಉದ್ಯೋಗ ವಿನಿಮಯ ಕಚೇರಿಯಲ್ಲಿ ನೇರ ಸಂದರ್ಶನ ಏರ್ಪಡಿಸಲಾಗಿದೆ. ಪಿಯುಸಿ, ಬಿ.ಟೆಕ್, ಡಿಪ್ಲೊಮಾ, ಯಾವುದೇ ಪದವಿ ಹಾಗೂ ಎಂ.ಬಿ.ಎ ಪೂರ್ಣಗೊಳಿಸಿದ 18 ರಿಂದ 35 ವರ್ಷದೊಳಗಿನ ಅಭ್ಯರ್ಥಿಗಳು ಭಾಗವಹಿಸಬಹುದು. xyxy=(1133,2002,1500,2068)
vellore-col-4-text: 18 ನೇ ಶತಮಾನದ ಅಂತ್ಯದಲ್ಲಿ ಪ್ರಾಮುಖ್ಯತೆ ಪಡೆದುಕೊಂಡ ಫಕೀರ್ ಚಳುವಳಿಯು ದಂಗೆಗೆ ನೇರವಾಗಿ ಕೊಡುಗೆ ನೀಡಿತು. ಫಕೀರ್‌ಗಳು ಅತೀಂದ್ರಿಯ ಭಿಕ್ಷುಕರಾಗಿದ್ದರು, ಅವರು ಪಟ್ಟಣದಿಂದ ಪಟ್ಟಣಕ್ಕೆ ಹೋಗಿ ಪ್ರವಚನಗಳು, ಪ್ರಾರ್ಥನೆಗಳು ಮತ್ತು ಬೊಂಬೆ ಪ್ರದರ್ಶನಗಳನ್ನು ನಡೆಸುತ್ತಿದ್ದರು. ಅವರು ಭಾರತೀಯರಲ್ಲಿ ಬಿಳಿ ಜನರ ಬಗ್ಗೆ ದ್ವೇಷವನ್ನು ಹುಟ್ಟುಹಾಕಿದರು. ದಕ್ಷಿಣ ಭಾರತದಾದ್ಯಂತ ಹರಡಿದ್ದ ದಂಗೆಕೋರರ ಜಾಲ ಮೈಸೂರಿನ ಟಿಪ್ಪು ಸುಲ್ತಾನನ ಉತ್ತರಾಧಿಕಾರಿಗಳೊಂದಿಗೆ ಸಂಪರ್ಕ ಹೊಂದಿತ್ತು. 1799 ರಲ್ಲಿ ಶ್ರೀರಂಗಪಟ್ಟಣ ಯುದ್ಧದಲ್ಲಿ ಟಿಪ್ಪು ಸುಲ್ತಾನನ ಮರಣದ ನಂತರ, ಅವರ ಕುಟುಂಬವನ್ನು ವೆಲ್ಲೂರು ಕೋಟೆಯಲ್ಲಿ ಇರಿಸಲಾಯಿತು. ಟಿಪ್ಪುವಿನ ಮಕ್ಕಳು ದಂಗೆಕೋರರನ್ನು ಪ್ರೋತ್ಸಾಹಿಸಿದರು ಎಂದು ಆರೋಪಿಸಲಾಯಿತು. ಜುಲೈ 9, 1806 ರಂದು ಟಿಪ್ಪುವಿನ ಮಗಳ ವಿವಾಹದ ನೆಪದಲ್ಲಿ ದಂಗೆಕೋರರು ಕೋಟೆಯಲ್ಲಿ ಒಟ್ಟುಗೂಡಿದರು. ಮರುದಿನ ಬೆಳಿಗ್ಗೆ ದಂಗೆ ಪ್ರಾರಂಭವಾಯಿತು. ದಂಗೆಯನ್ನು ಹತ್ತಿಕ್ಕಿದ ನಂತರ ಸುಮಾರು 350 ದಂಗೆಕೋರರನ್ನು ಕೊಲ್ಲಲಾಯಿತು ಮತ್ತು ಇನ್ನೂ ಅನೇಕರು ಗಾಯಗೊಂಡರು. ಇದು ಭಾರತದ ಸ್ವಾತಂತ್ರ್ಯ ಹೋರಾಟದ ಇತಿಹಾಸದಲ್ಲಿ ಪ್ರಮುಖ ಘಟನೆಯಾಗಿ ಉಳಿದಿದೆ. xyxy=(1133,197,1500,387)
arji-footer-text: ಮೂಲಕ ಸಲ್ಲಿಸಬಹುದಾಗಿದೆ. ಹೆಚ್ಚಿನ ಮಾಹಿತಿಗಾಗಿ ಆಯಾ ತಾಲ್ಲೂಕಿನ ಕ್ಷೇತ್ರ ಶಿಕ್ಷಣಾಧಿಕಾರಿಗಳ ಕಚೇರಿಯನ್ನು ಸಂಪರ್ಕಿಸಬಹುದು ಎಂದು ಪ್ರಕಟಣೆ ತಿಳಿಸಿದೆ. xyxy=(46,2192,397,2224)
okkaliga-caption xyxy=(1133,1444,1500,1519)
